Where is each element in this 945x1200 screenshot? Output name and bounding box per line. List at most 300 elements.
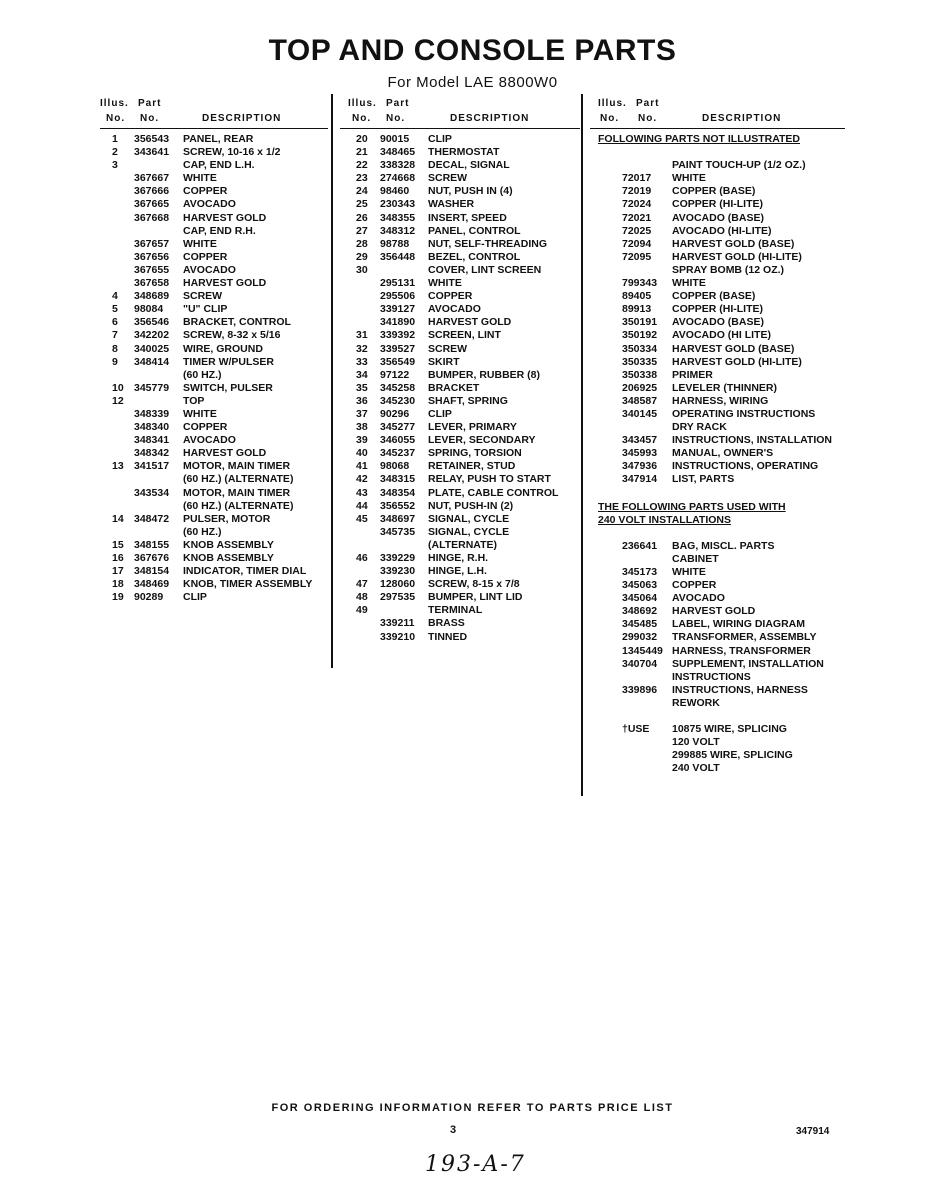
table-row — [340, 447, 580, 460]
part-number: 339392 — [380, 329, 416, 342]
table-row — [100, 434, 328, 447]
illus-number: 47 — [356, 578, 368, 591]
part-description: AVOCADO — [428, 303, 481, 316]
table-row — [590, 343, 845, 356]
part-description: DRY RACK — [672, 421, 727, 434]
part-description: WHITE — [428, 277, 462, 290]
part-number: 367666 — [134, 185, 170, 198]
part-number: 339229 — [380, 552, 416, 564]
part-description: 240 VOLT — [672, 762, 720, 775]
table-row — [340, 133, 580, 146]
part-number: 367656 — [134, 250, 170, 263]
part-number: 348692 — [622, 605, 658, 618]
table-row — [590, 329, 845, 342]
table-row — [590, 212, 845, 225]
table-row — [340, 369, 580, 382]
table-row — [100, 408, 328, 421]
part-description: COPPER (BASE) — [672, 185, 756, 198]
table-row — [590, 723, 845, 736]
table-row — [590, 697, 845, 710]
part-description: MANUAL, OWNER'S — [672, 447, 774, 460]
table-row — [340, 290, 580, 303]
part-number: 367657 — [134, 237, 170, 250]
part-description: NUT, PUSH IN (4) — [428, 185, 513, 198]
part-description: AVOCADO — [183, 263, 236, 276]
part-number: 90015 — [380, 133, 410, 145]
illus-number: 27 — [356, 224, 368, 237]
part-number: 345258 — [380, 381, 416, 394]
part-description: INDICATOR, TIMER DIAL — [183, 565, 307, 578]
part-number: 345735 — [380, 525, 416, 538]
part-description: CLIP — [428, 133, 452, 145]
part-number: 98068 — [380, 460, 410, 473]
illus-number: 2 — [112, 146, 118, 159]
part-description: AVOCADO — [183, 434, 236, 447]
part-number: 367658 — [134, 277, 170, 290]
illus-number: 12 — [112, 394, 124, 407]
header-part-no: No. — [140, 113, 160, 124]
part-number: 348340 — [134, 421, 170, 434]
part-description: "U" CLIP — [183, 303, 228, 316]
table-row — [590, 447, 845, 460]
part-description: SHAFT, SPRING — [428, 394, 508, 407]
table-row — [100, 565, 328, 578]
table-row — [590, 277, 845, 290]
part-number: 345173 — [622, 566, 658, 578]
part-number: †USE — [622, 723, 650, 736]
illus-number: 28 — [356, 237, 368, 250]
table-row — [100, 591, 328, 604]
part-description: SIGNAL, CYCLE — [428, 512, 510, 525]
table-row — [590, 579, 845, 592]
part-number: 72017 — [622, 172, 652, 185]
table-row — [590, 527, 845, 540]
table-row — [100, 487, 328, 500]
part-number: 342202 — [134, 329, 170, 342]
illus-number: 10 — [112, 381, 124, 394]
part-description: WHITE — [672, 172, 706, 185]
header-illus: Illus. — [598, 98, 627, 109]
part-description: SIGNAL, CYCLE — [428, 525, 510, 538]
illus-number: 5 — [112, 303, 118, 316]
part-number: 367655 — [134, 263, 170, 276]
illus-number: 1 — [112, 133, 118, 145]
part-number: 90296 — [380, 407, 410, 420]
parts-column-3 — [590, 94, 845, 776]
handwritten-note: 193-A-7 — [425, 1152, 526, 1177]
header-description: DESCRIPTION — [450, 113, 530, 124]
table-row — [590, 225, 845, 238]
column-header — [340, 94, 580, 129]
table-row — [590, 645, 845, 658]
table-row — [100, 172, 328, 185]
table-row — [590, 251, 845, 264]
parts-list-not-illustrated — [590, 146, 845, 486]
table-row — [340, 159, 580, 172]
part-number: 339127 — [380, 303, 416, 316]
section-title-240v-line1: THE FOLLOWING PARTS USED WITH — [598, 500, 786, 513]
illus-number: 32 — [356, 342, 368, 355]
illus-number: 17 — [112, 565, 124, 578]
part-description: SCREEN, LINT — [428, 329, 501, 342]
part-description: AVOCADO (BASE) — [672, 316, 764, 329]
table-row — [100, 290, 328, 303]
illus-number: 6 — [112, 316, 118, 329]
part-number: 345277 — [380, 421, 416, 434]
table-row — [340, 146, 580, 159]
part-description: (ALTERNATE) — [428, 538, 498, 551]
table-row — [590, 159, 845, 172]
part-description: SCREW, 10-16 x 1/2 — [183, 146, 281, 159]
table-row — [100, 264, 328, 277]
table-row — [100, 500, 328, 513]
part-number: 348689 — [134, 290, 170, 303]
part-description: HARVEST GOLD — [183, 447, 267, 460]
part-description: LEVELER (THINNER) — [672, 381, 777, 394]
part-description: SCREW, 8-15 x 7/8 — [428, 578, 520, 591]
table-row — [590, 316, 845, 329]
part-description: AVOCADO — [183, 198, 236, 211]
table-row — [100, 159, 328, 172]
part-description: AVOCADO — [672, 592, 725, 605]
part-description: HINGE, R.H. — [428, 552, 489, 564]
part-description: TINNED — [428, 630, 468, 643]
table-row — [100, 329, 328, 342]
table-row — [100, 133, 328, 146]
table-row — [590, 658, 845, 671]
part-description: MOTOR, MAIN TIMER — [183, 460, 291, 473]
part-number: 345993 — [622, 447, 658, 460]
part-number: 348697 — [380, 512, 416, 525]
part-description: WHITE — [183, 237, 217, 250]
part-number: 72095 — [622, 250, 652, 263]
part-number: 72021 — [622, 211, 652, 224]
illus-number: 46 — [356, 552, 368, 564]
parts-list — [340, 133, 580, 644]
table-row — [340, 578, 580, 591]
part-description: KNOB ASSEMBLY — [183, 538, 274, 551]
table-row — [100, 303, 328, 316]
part-description: TIMER W/PULSER — [183, 355, 274, 368]
part-description: COPPER (BASE) — [672, 290, 756, 303]
part-description: BAG, MISCL. PARTS — [672, 539, 775, 552]
illus-number: 36 — [356, 394, 368, 407]
table-row — [340, 513, 580, 526]
table-row — [590, 185, 845, 198]
part-number: 348587 — [622, 394, 658, 407]
header-illus-no: No. — [600, 113, 620, 124]
part-number: 90289 — [134, 591, 164, 604]
illus-number: 41 — [356, 460, 368, 473]
table-row — [590, 618, 845, 631]
part-number: 1345449 — [622, 644, 663, 657]
part-description: TOP — [183, 394, 205, 407]
part-description: CAP, END R.H. — [183, 224, 256, 237]
part-number: 350338 — [622, 368, 658, 381]
part-description: (60 HZ.) (ALTERNATE) — [183, 473, 294, 486]
part-number: 274668 — [380, 172, 416, 185]
table-row — [590, 238, 845, 251]
section-title-240v-line2: 240 VOLT INSTALLATIONS — [598, 513, 732, 526]
illus-number: 33 — [356, 355, 368, 368]
part-number: 89913 — [622, 303, 652, 316]
illus-number: 9 — [112, 355, 118, 368]
part-number: 341890 — [380, 316, 416, 329]
part-number: 97122 — [380, 368, 410, 381]
illus-number: 49 — [356, 604, 368, 617]
parts-list — [100, 133, 328, 604]
part-number: 339211 — [380, 617, 415, 630]
part-number: 348315 — [380, 473, 416, 486]
table-row — [340, 172, 580, 185]
table-row — [100, 526, 328, 539]
table-row — [340, 316, 580, 329]
illus-number: 22 — [356, 159, 368, 172]
part-number: 348339 — [134, 407, 170, 420]
parts-column-2 — [340, 94, 580, 644]
table-row — [590, 473, 845, 486]
table-row — [340, 251, 580, 264]
part-number: 72025 — [622, 224, 652, 237]
part-description: WHITE — [672, 277, 706, 290]
part-number: 343534 — [134, 486, 170, 499]
part-description: COPPER — [672, 579, 717, 592]
part-number: 72024 — [622, 198, 652, 211]
table-row — [100, 198, 328, 211]
part-description: OPERATING INSTRUCTIONS — [672, 407, 816, 420]
table-row — [100, 238, 328, 251]
table-row — [340, 212, 580, 225]
page-number: 3 — [450, 1124, 457, 1136]
part-number: 348465 — [380, 146, 416, 159]
table-row — [340, 473, 580, 486]
part-number: 350191 — [622, 316, 658, 329]
table-row — [100, 277, 328, 290]
part-number: 367665 — [134, 198, 170, 211]
part-number: 356448 — [380, 250, 416, 263]
part-description: REWORK — [672, 696, 720, 709]
table-row — [100, 421, 328, 434]
table-row — [590, 460, 845, 473]
part-number: 236641 — [622, 539, 658, 552]
part-description: CABINET — [672, 552, 719, 565]
part-description: BRACKET, CONTROL — [183, 316, 291, 329]
part-description: HARNESS, WIRING — [672, 394, 769, 407]
table-row — [340, 552, 580, 565]
illus-number: 19 — [112, 591, 124, 604]
part-number: 339210 — [380, 630, 416, 643]
part-description: KNOB ASSEMBLY — [183, 552, 274, 564]
header-description: DESCRIPTION — [202, 113, 282, 124]
document-code: 347914 — [796, 1126, 830, 1137]
table-row — [340, 382, 580, 395]
part-description: PAINT TOUCH-UP (1/2 OZ.) — [672, 159, 806, 172]
part-description: COPPER — [428, 290, 473, 303]
illus-number: 34 — [356, 368, 368, 381]
illus-number: 21 — [356, 146, 368, 159]
table-row — [590, 762, 845, 775]
part-number: 98460 — [380, 185, 410, 198]
table-row — [590, 684, 845, 697]
illus-number: 35 — [356, 381, 368, 394]
part-description: HARVEST GOLD (HI-LITE) — [672, 250, 802, 263]
part-number: 348355 — [380, 211, 416, 224]
part-number: 340704 — [622, 657, 658, 670]
part-description: WHITE — [672, 566, 706, 578]
part-number: 345064 — [622, 592, 658, 605]
part-description: RETAINER, STUD — [428, 460, 516, 473]
table-row — [590, 303, 845, 316]
part-number: 348154 — [134, 565, 170, 578]
part-description: COVER, LINT SCREEN — [428, 263, 542, 276]
header-illus-no: No. — [352, 113, 372, 124]
table-row — [340, 198, 580, 211]
part-number: 89405 — [622, 290, 652, 303]
part-description: SCREW, 8-32 x 5/16 — [183, 329, 281, 342]
illus-number: 29 — [356, 250, 368, 263]
illus-number: 42 — [356, 473, 368, 486]
illus-number: 24 — [356, 185, 368, 198]
table-row — [590, 749, 845, 762]
table-row — [340, 631, 580, 644]
illus-number: 44 — [356, 499, 368, 512]
part-description: SCREW — [428, 342, 468, 355]
part-description: COPPER (HI-LITE) — [672, 198, 763, 211]
table-row — [590, 382, 845, 395]
table-row — [340, 565, 580, 578]
part-number: 345063 — [622, 579, 658, 592]
part-description: LABEL, WIRING DIAGRAM — [672, 618, 805, 631]
part-number: 345237 — [380, 447, 416, 460]
part-description: SUPPLEMENT, INSTALLATION — [672, 657, 824, 670]
illus-number: 25 — [356, 198, 368, 211]
part-description: TRANSFORMER, ASSEMBLY — [672, 631, 817, 644]
table-row — [100, 460, 328, 473]
illus-number: 13 — [112, 460, 124, 473]
part-description: LEVER, SECONDARY — [428, 434, 536, 447]
part-number: 72094 — [622, 237, 652, 250]
table-row — [100, 146, 328, 159]
illus-number: 26 — [356, 211, 368, 224]
part-number: 348472 — [134, 512, 170, 525]
part-number: 72019 — [622, 185, 652, 198]
table-row — [100, 185, 328, 198]
part-description: COPPER — [183, 250, 228, 263]
part-number: 295131 — [380, 277, 416, 290]
table-row — [100, 225, 328, 238]
part-description: LIST, PARTS — [672, 473, 735, 486]
part-number: 350192 — [622, 329, 658, 342]
illus-number: 14 — [112, 512, 124, 525]
part-number: 343457 — [622, 434, 658, 447]
table-row — [340, 617, 580, 630]
part-description: CLIP — [183, 591, 207, 604]
part-description: INSTRUCTIONS, HARNESS — [672, 683, 808, 696]
part-number: 339527 — [380, 342, 416, 355]
table-row — [340, 591, 580, 604]
part-number: 348342 — [134, 447, 170, 460]
table-row — [590, 553, 845, 566]
part-description: COPPER — [183, 421, 228, 434]
part-description: SCREW — [183, 290, 223, 303]
table-row — [340, 343, 580, 356]
part-description: LEVER, PRIMARY — [428, 421, 517, 434]
part-number: 348469 — [134, 578, 170, 591]
illus-number: 45 — [356, 512, 368, 525]
part-number: 343641 — [134, 146, 170, 159]
header-illus: Illus. — [100, 98, 129, 109]
part-number: 348354 — [380, 486, 416, 499]
table-row — [340, 526, 580, 539]
table-row — [340, 434, 580, 447]
column-divider-2 — [581, 94, 583, 796]
table-row — [590, 671, 845, 684]
part-description: KNOB, TIMER ASSEMBLY — [183, 578, 313, 591]
part-description: INSTRUCTIONS, OPERATING — [672, 460, 819, 473]
part-number: 367668 — [134, 211, 170, 224]
part-description: COPPER — [183, 185, 228, 198]
part-number: 347914 — [622, 473, 658, 486]
header-description: DESCRIPTION — [702, 113, 782, 124]
table-row — [100, 382, 328, 395]
part-number: 339896 — [622, 683, 658, 696]
part-description: BRASS — [428, 617, 465, 630]
table-row — [340, 408, 580, 421]
table-row — [100, 539, 328, 552]
part-description: MOTOR, MAIN TIMER — [183, 486, 291, 499]
table-row — [100, 212, 328, 225]
table-row — [340, 185, 580, 198]
table-row — [340, 277, 580, 290]
part-description: 299885 WIRE, SPLICING — [672, 749, 793, 762]
part-description: PANEL, REAR — [183, 133, 254, 145]
table-row — [340, 264, 580, 277]
header-part-no: No. — [638, 113, 658, 124]
column-divider-1 — [331, 94, 333, 668]
table-row — [590, 369, 845, 382]
table-row — [340, 539, 580, 552]
part-number: 356549 — [380, 355, 416, 368]
part-description: INSTRUCTIONS — [672, 670, 751, 683]
part-description: PULSER, MOTOR — [183, 512, 271, 525]
table-row — [590, 736, 845, 749]
illus-number: 7 — [112, 329, 118, 342]
part-description: WIRE, GROUND — [183, 342, 263, 355]
illus-number: 31 — [356, 329, 368, 342]
part-number: 295506 — [380, 290, 416, 303]
table-row — [100, 552, 328, 565]
illus-number: 37 — [356, 407, 368, 420]
part-description: AVOCADO (HI LITE) — [672, 329, 771, 342]
table-row — [590, 566, 845, 579]
part-description: THERMOSTAT — [428, 146, 500, 159]
part-description: PRIMER — [672, 368, 713, 381]
part-number: 340025 — [134, 342, 170, 355]
part-description: PLATE, CABLE CONTROL — [428, 486, 559, 499]
illus-number: 3 — [112, 159, 118, 172]
table-row — [340, 500, 580, 513]
model-subtitle: For Model LAE 8800W0 — [387, 74, 558, 91]
part-number: 347936 — [622, 460, 658, 473]
table-row — [340, 238, 580, 251]
part-description: AVOCADO (BASE) — [672, 211, 764, 224]
table-row — [590, 198, 845, 211]
table-row — [100, 316, 328, 329]
table-row — [590, 172, 845, 185]
illus-number: 39 — [356, 434, 368, 447]
part-number: 350334 — [622, 342, 658, 355]
part-description: BUMPER, LINT LID — [428, 591, 523, 604]
